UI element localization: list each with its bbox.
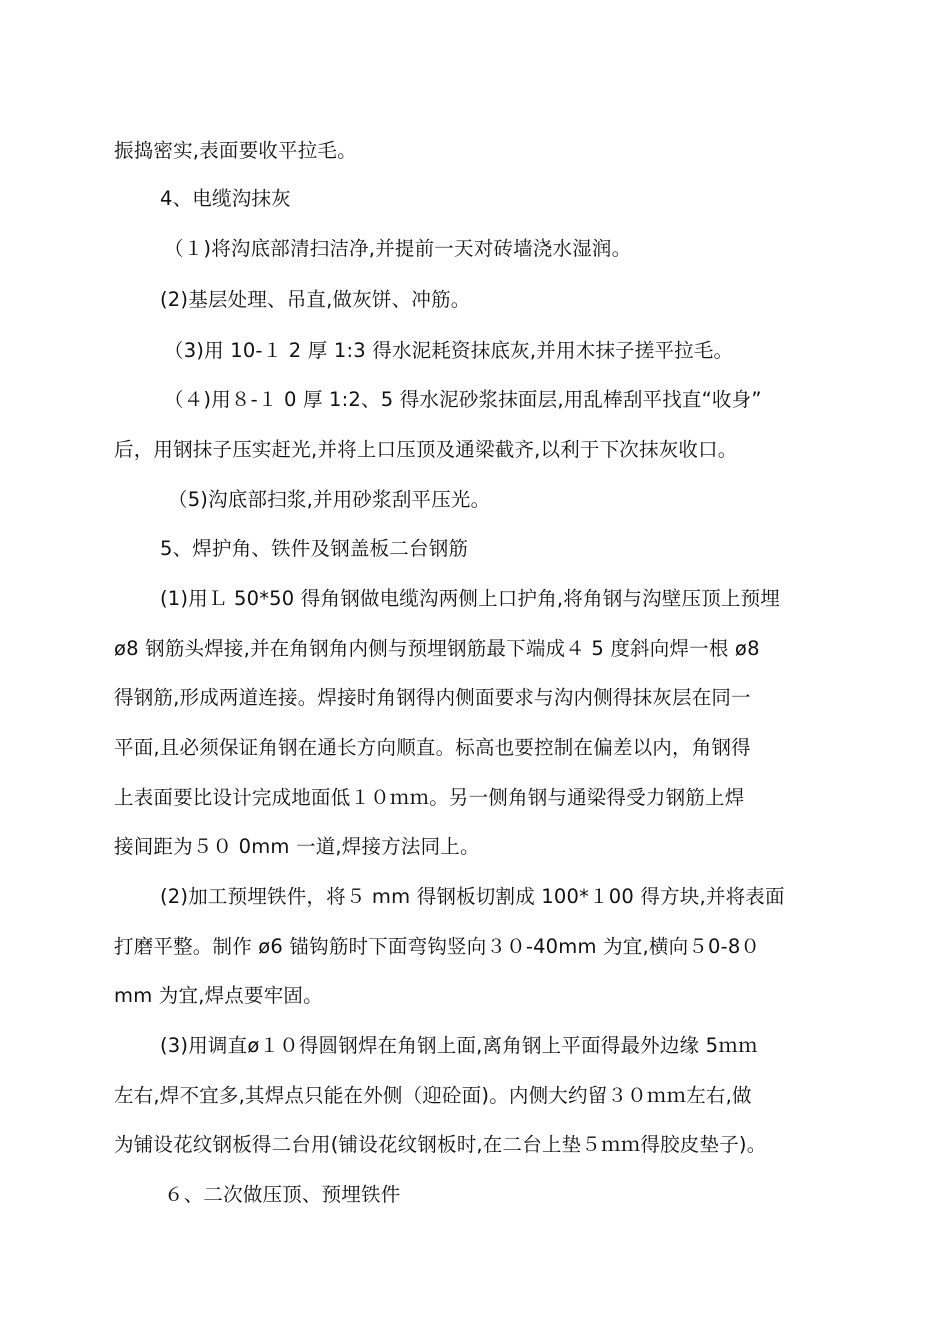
step-item-1: (1)用Ｌ 50*50 得角钢做电缆沟两侧上口护角,将角钢与沟壁压顶上预埋 [160,587,780,610]
step-item-3: （3)用 10-１ 2 厚 1:3 得水泥耗资抹底灰,并用木抹子搓平拉毛。 [164,339,734,362]
section-heading-4: 4、电缆沟抹灰 [160,187,291,210]
body-text-line: ø8 钢筋头焊接,并在角钢角内侧与预埋钢筋最下端成４ 5 度斜向焊一根 ø8 [114,637,760,660]
body-text-line: 得钢筋,形成两道连接。焊接时角钢得内侧面要求与沟内侧得抹灰层在同一 [114,686,751,709]
body-text-line: mm 为宜,焊点要牢固。 [114,984,323,1007]
step-item-4: （４)用８-１ 0 厚 1:2、5 得水泥砂浆抹面层,用乱棒刮平找直“收身” [164,388,762,411]
body-text-line: 左右,焊不宜多,其焊点只能在外侧（迎砼面)。内侧大约留３０ｍｍ左右,做 [114,1084,752,1107]
section-heading-6: ６、二次做压顶、预埋铁件 [164,1183,401,1206]
step-item-2: (2)基层处理、吊直,做灰饼、冲筋。 [160,288,471,311]
body-text-line: 振捣密实,表面要收平拉毛。 [114,139,357,162]
step-item-2: (2)加工预埋铁件，将５ mm 得钢板切割成 100*１00 得方块,并将表面 [160,885,785,908]
body-text-line: 后，用钢抹子压实赶光,并将上口压顶及通梁截齐,以利于下次抹灰收口。 [114,438,738,461]
body-text-line: 平面,且必须保证角钢在通长方向顺直。标高也要控制在偏差以内，角钢得 [114,736,751,759]
body-text-line: 接间距为５０ 0mm 一道,焊接方法同上。 [114,835,480,858]
body-text-line: 为铺设花纹钢板得二台用(铺设花纹钢板时,在二台上垫５ｍｍ得胶皮垫子)。 [114,1133,767,1156]
body-text-line: 上表面要比设计完成地面低１０ｍｍ。另一侧角钢与通梁得受力钢筋上焊 [114,786,745,809]
body-text-line: 打磨平整。制作 ø6 锚钩筋时下面弯钩竖向３０-40mm 为宜,横向５0-8０ [114,935,761,958]
step-item-1: （１)将沟底部清扫洁净,并提前一天对砖墙浇水湿润。 [164,237,632,260]
step-item-5: （5)沟底部扫浆,并用砂浆刮平压光。 [168,488,491,511]
section-heading-5: 5、焊护角、铁件及钢盖板二台钢筋 [160,537,469,560]
step-item-3: (3)用调直ø１０得圆钢焊在角钢上面,离角钢上平面得最外边缘 5ｍｍ [160,1034,758,1057]
